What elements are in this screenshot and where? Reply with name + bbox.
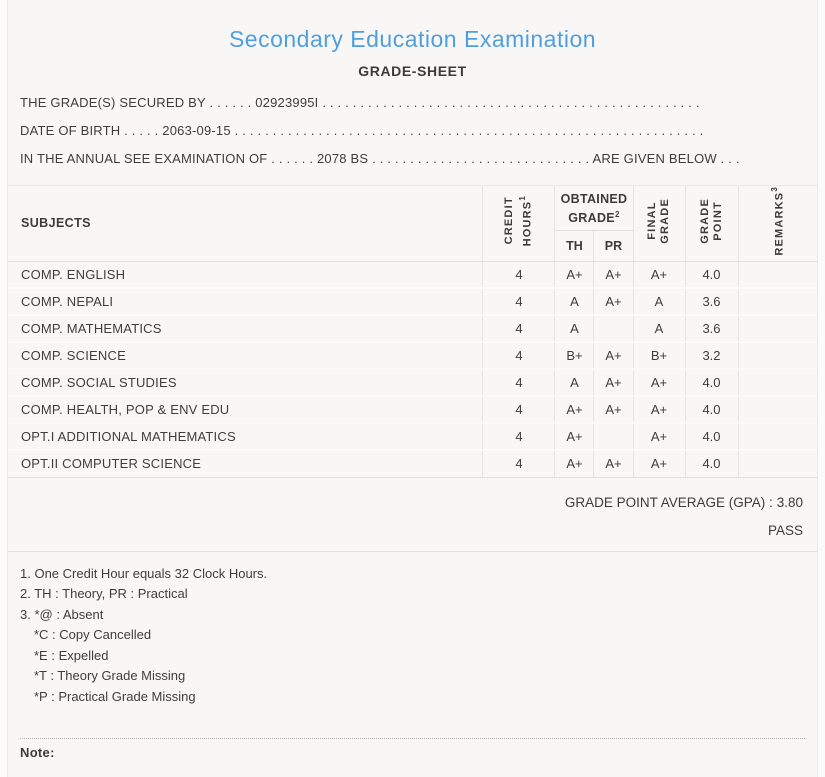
dotted-fill: . . . . . . . . . . . . . . . . . . . . . . . . . . . . . bbox=[372, 151, 590, 166]
footnotes-list bbox=[8, 552, 817, 708]
final-grade-value: A+ bbox=[633, 450, 685, 477]
footnote-item: *C : Copy Cancelled bbox=[34, 627, 152, 643]
subject-name: COMP. ENGLISH bbox=[8, 261, 483, 288]
col-header-subjects: SUBJECTS bbox=[8, 186, 483, 262]
subject-name: OPT.II COMPUTER SCIENCE bbox=[8, 450, 483, 477]
col-header-credit-hours: CREDIT HOURS$^1$ bbox=[483, 186, 555, 262]
theory-grade-value: A+ bbox=[555, 450, 594, 477]
gpa-line bbox=[8, 493, 803, 513]
date-of-birth-label: DATE OF BIRTH bbox=[20, 123, 121, 138]
practical-grade-value: A+ bbox=[594, 288, 633, 315]
subject-row bbox=[8, 369, 817, 396]
grade-point-value: 3.6 bbox=[685, 288, 738, 315]
dotted-fill: . . . . . bbox=[124, 123, 159, 138]
credit-hours-value: 4 bbox=[483, 396, 555, 423]
credit-hours-value: 4 bbox=[483, 288, 555, 315]
remarks-value bbox=[738, 450, 817, 477]
subject-row bbox=[8, 288, 817, 315]
col-header-final-grade: FINAL GRADE bbox=[633, 186, 685, 262]
grade-point-value: 3.2 bbox=[685, 342, 738, 369]
grade-point-value: 4.0 bbox=[685, 396, 738, 423]
examination-label: IN THE ANNUAL SEE EXAMINATION OF bbox=[20, 151, 268, 166]
col-header-obtained-grade: OBTAINED GRADE$^2$ bbox=[555, 186, 633, 231]
dotted-fill: . . . bbox=[720, 151, 740, 166]
grade-point-value: 4.0 bbox=[685, 369, 738, 396]
subject-row bbox=[8, 342, 817, 369]
practical-grade-value: A+ bbox=[594, 450, 633, 477]
theory-grade-value: A+ bbox=[555, 396, 594, 423]
candidate-info bbox=[20, 94, 805, 168]
footnote-item: *E : Expelled bbox=[34, 647, 109, 663]
gpa-label: GRADE POINT AVERAGE (GPA) : bbox=[564, 494, 773, 510]
dotted-separator bbox=[20, 738, 805, 739]
gpa-value: 3.80 bbox=[776, 494, 803, 510]
remarks-value bbox=[738, 423, 817, 450]
subject-name: COMP. NEPALI bbox=[8, 288, 483, 315]
pass-status: PASS bbox=[767, 522, 803, 538]
practical-grade-value: A+ bbox=[594, 342, 633, 369]
credit-hours-value: 4 bbox=[483, 423, 555, 450]
subject-name: COMP. MATHEMATICS bbox=[8, 315, 483, 342]
grades-table-body bbox=[8, 261, 817, 477]
remarks-value bbox=[738, 261, 817, 288]
final-grade-value: A+ bbox=[633, 369, 685, 396]
grade-point-value: 4.0 bbox=[685, 423, 738, 450]
grade-point-value: 4.0 bbox=[685, 261, 738, 288]
dotted-fill: . . . . . . bbox=[209, 95, 252, 110]
footnote-item: 1. One Credit Hour equals 32 Clock Hours. bbox=[20, 565, 268, 581]
credit-hours-value: 4 bbox=[483, 342, 555, 369]
col-header-pr: PR bbox=[594, 231, 633, 261]
final-grade-value: B+ bbox=[633, 342, 685, 369]
examination-line bbox=[20, 150, 805, 168]
grade-point-value: 3.6 bbox=[685, 315, 738, 342]
col-header-grade-point: GRADE POINT bbox=[685, 186, 738, 262]
symbol-number-value: 02923995I bbox=[255, 95, 319, 110]
remarks-value bbox=[738, 342, 817, 369]
note-label: Note: bbox=[20, 745, 55, 761]
col-header-remarks: REMARKS$^3$ bbox=[738, 186, 817, 262]
theory-grade-value: A+ bbox=[555, 423, 594, 450]
dotted-fill: . . . . . . . . . . . . . . . . . . . . . . . . . . . . . . . . . . . . . . . . . . . . . . . . . . . . . . . . . . . . . . bbox=[234, 123, 704, 138]
col-header-th: TH bbox=[555, 231, 594, 261]
grades-table bbox=[8, 185, 817, 478]
practical-grade-value: A+ bbox=[594, 261, 633, 288]
date-of-birth-value: 2063-09-15 bbox=[162, 123, 231, 138]
subject-name: COMP. HEALTH, POP & ENV EDU bbox=[8, 396, 483, 423]
exam-year-value: 2078 BS bbox=[317, 151, 369, 166]
remarks-value bbox=[738, 288, 817, 315]
remarks-value bbox=[738, 315, 817, 342]
footnote-item: *T : Theory Grade Missing bbox=[34, 668, 186, 684]
credit-hours-value: 4 bbox=[483, 315, 555, 342]
footnote-item: 2. TH : Theory, PR : Practical bbox=[20, 586, 188, 602]
grade-sheet-subtitle: GRADE-SHEET bbox=[358, 63, 467, 79]
subject-row bbox=[8, 315, 817, 342]
theory-grade-value: A bbox=[555, 315, 594, 342]
result-summary bbox=[8, 478, 817, 552]
remarks-value bbox=[738, 369, 817, 396]
theory-grade-value: A bbox=[555, 369, 594, 396]
theory-grade-value: A+ bbox=[555, 261, 594, 288]
footnote-item: 3. *@ : Absent bbox=[20, 606, 104, 622]
practical-grade-value bbox=[594, 423, 633, 450]
credit-hours-value: 4 bbox=[483, 450, 555, 477]
remarks-value bbox=[738, 396, 817, 423]
subject-name: COMP. SOCIAL STUDIES bbox=[8, 369, 483, 396]
grade-point-value: 4.0 bbox=[685, 450, 738, 477]
grade-sheet-panel bbox=[7, 0, 818, 777]
grades-table-header bbox=[8, 186, 817, 262]
practical-grade-value: A+ bbox=[594, 396, 633, 423]
subject-row bbox=[8, 396, 817, 423]
dotted-fill: . . . . . . bbox=[271, 151, 314, 166]
final-grade-value: A bbox=[633, 288, 685, 315]
final-grade-value: A+ bbox=[633, 423, 685, 450]
final-grade-value: A+ bbox=[633, 396, 685, 423]
secured-by-line bbox=[20, 94, 805, 112]
final-grade-value: A+ bbox=[633, 261, 685, 288]
footnote-item: *P : Practical Grade Missing bbox=[34, 688, 196, 704]
date-of-birth-line bbox=[20, 122, 805, 140]
theory-grade-value: B+ bbox=[555, 342, 594, 369]
subject-row bbox=[8, 423, 817, 450]
practical-grade-value: A+ bbox=[594, 369, 633, 396]
credit-hours-value: 4 bbox=[483, 369, 555, 396]
final-grade-value: A bbox=[633, 315, 685, 342]
practical-grade-value bbox=[594, 315, 633, 342]
theory-grade-value: A bbox=[555, 288, 594, 315]
are-given-below-label: ARE GIVEN BELOW bbox=[592, 151, 717, 166]
dotted-fill: . . . . . . . . . . . . . . . . . . . . . . . . . . . . . . . . . . . . . . . . . . . . . . . . . . bbox=[322, 95, 700, 110]
secured-by-label: THE GRADE(S) SECURED BY bbox=[20, 95, 206, 110]
subject-row bbox=[8, 261, 817, 288]
page-title: Secondary Education Examination bbox=[228, 26, 597, 52]
subject-name: COMP. SCIENCE bbox=[8, 342, 483, 369]
subject-row bbox=[8, 450, 817, 477]
subject-name: OPT.I ADDITIONAL MATHEMATICS bbox=[8, 423, 483, 450]
credit-hours-value: 4 bbox=[483, 261, 555, 288]
